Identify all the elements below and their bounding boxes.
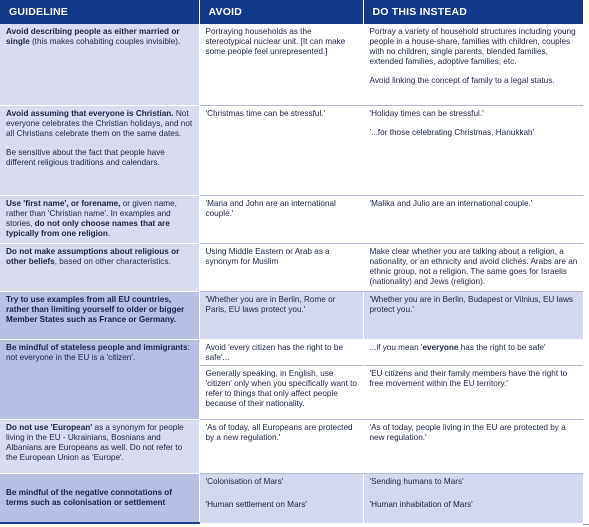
guideline-text: : not everyone in the EU is a 'citizen'.	[6, 342, 190, 362]
table-row	[0, 291, 583, 339]
instead-text: '...for those celebrating Christmas, Hanukkah'	[369, 127, 535, 137]
guideline-cell	[0, 473, 199, 523]
instead-text-part: ...if you mean '	[369, 342, 423, 352]
guideline-cell	[0, 195, 199, 243]
avoid-cell	[199, 473, 363, 523]
instead-cell	[363, 473, 583, 523]
instead-cell	[363, 291, 583, 339]
instead-text: Avoid linking the concept of family to a legal status.	[369, 76, 555, 85]
guideline-text: (this makes cohabiting couples invisible).	[29, 37, 181, 46]
guideline-bold: Avoid assuming that everyone is Christian.	[6, 108, 174, 118]
avoid-cell	[199, 195, 363, 243]
instead-text-part: has the right to be safe'	[458, 342, 546, 352]
instead-cell	[363, 195, 583, 243]
guideline-text: or given name, rather than 'Christian name'. In examples and stories,	[6, 198, 177, 228]
guideline-bold: Do not make assumptions about religious or other beliefs	[6, 246, 180, 266]
table-row	[0, 339, 583, 419]
instead-subcell	[364, 366, 584, 391]
guideline-cell	[0, 339, 199, 419]
guideline-bold: do not only choose names that are typically from one religion	[6, 218, 170, 238]
instead-text: 'EU citizens and their family members have the right to free movement within the EU territory.'	[369, 368, 568, 388]
table-row	[0, 473, 583, 523]
avoid-cell	[199, 419, 363, 473]
guideline-text: as a synonym for people living in the EU - Ukrainians, Bosnians and Albanians are Europeans as well. Do not refer to the European Union as 'Europe'.	[6, 422, 184, 462]
instead-cell	[363, 24, 583, 105]
guideline-cell	[0, 419, 199, 473]
guideline-bold: Avoid describing people as either married or single	[6, 27, 180, 46]
avoid-cell	[199, 105, 363, 195]
guideline-bold: Be mindful of the negative connotations of terms such as colonisation or settlement	[6, 488, 173, 508]
avoid-text: Generally speaking, in English, use 'citizen' only when you specifically want to refer to things that only affect people because of their nationality.	[205, 368, 357, 408]
instead-text: 'As of today, people living in the EU are protected by a new regulation.'	[369, 422, 566, 442]
page-mark	[583, 524, 589, 525]
guideline-bold: Do not use 'European'	[6, 422, 93, 432]
instead-text: Make clear whether you are talking about a religion, a nationality, or an ethnicity and avoid clichés. Arabs are an ethnic group, not a religion. The same goes for Israelis (nationality) and Jews (religion).	[369, 246, 578, 286]
instead-cell	[363, 243, 583, 291]
instead-text: 'Holiday times can be stressful.'	[369, 108, 484, 118]
guideline-cell	[0, 291, 199, 339]
table-row	[0, 419, 583, 473]
guideline-text: Not everyone celebrates the Christian holidays, and not all Christians celebrate them on the same dates.	[6, 108, 193, 138]
header-row	[0, 0, 583, 24]
avoid-cell	[199, 24, 363, 105]
guideline-bold: Be mindful of stateless people and immigrants	[6, 342, 188, 352]
guideline-text: Be sensitive about the fact that people have different religious traditions and calendars.	[6, 147, 165, 167]
instead-subcell	[364, 340, 584, 366]
guideline-text: .	[107, 228, 111, 238]
header-do-instead: DO THIS INSTEAD	[363, 0, 583, 24]
instead-text: 'Malika and Julio are an international couple.'	[369, 198, 533, 208]
table-row	[0, 243, 583, 291]
header-guideline: GUIDELINE	[0, 0, 199, 24]
table-row	[0, 24, 583, 105]
guideline-cell	[0, 105, 199, 195]
instead-cell	[363, 419, 583, 473]
instead-text: 'Sending humans to Mars'	[369, 476, 464, 486]
guideline-bold: Try to use examples from all EU countries, rather than limiting yourself to older or bigger Member States such as France or Germany.	[6, 294, 185, 324]
instead-bold: everyone	[422, 342, 459, 352]
avoid-cell	[199, 243, 363, 291]
avoid-text: 'Christmas time can be stressful.'	[205, 108, 326, 118]
instead-text: 'Human inhabitation of Mars'	[369, 499, 473, 509]
avoid-text: 'Human settlement on Mars'	[205, 499, 307, 509]
table-row	[0, 105, 583, 195]
avoid-text: 'Maria and John are an international couple.'	[205, 198, 336, 218]
avoid-subcell	[200, 366, 363, 411]
avoid-text: Using Middle Eastern or Arab as a synonym for Muslim	[205, 246, 330, 266]
table-row	[0, 195, 583, 243]
avoid-subcell	[200, 340, 363, 366]
header-avoid: AVOID	[199, 0, 363, 24]
avoid-text: 'Colonisation of Mars'	[205, 476, 284, 486]
instead-text	[370, 343, 580, 353]
avoid-text: Portraying households as the stereotypical nuclear unit. [It can make some people feel unrepresented.]	[205, 27, 346, 56]
instead-text: Portray a variety of household structures including young people in a house-share, families with children, couples with no children, single parents, blended families, extended families, adoptive families, etc.	[369, 27, 576, 66]
avoid-text: Avoid 'every citizen has the right to be safe'...	[205, 342, 343, 362]
instead-text: 'Whether you are in Berlin, Budapest or Vilnius, EU laws protect you.'	[369, 294, 573, 314]
guideline-cell	[0, 24, 199, 105]
guideline-bold: Use 'first name', or forename,	[6, 198, 121, 208]
guideline-cell	[0, 243, 199, 291]
instead-cell	[363, 105, 583, 195]
avoid-text: 'Whether you are in Berlin, Rome or Paris, EU laws protect you.'	[205, 294, 336, 314]
avoid-cell	[199, 291, 363, 339]
instead-cell	[363, 339, 583, 419]
avoid-cell	[199, 339, 363, 419]
guideline-text: , based on other characteristics.	[54, 256, 171, 266]
avoid-text: 'As of today, all Europeans are protected by a new regulation.'	[205, 422, 353, 442]
